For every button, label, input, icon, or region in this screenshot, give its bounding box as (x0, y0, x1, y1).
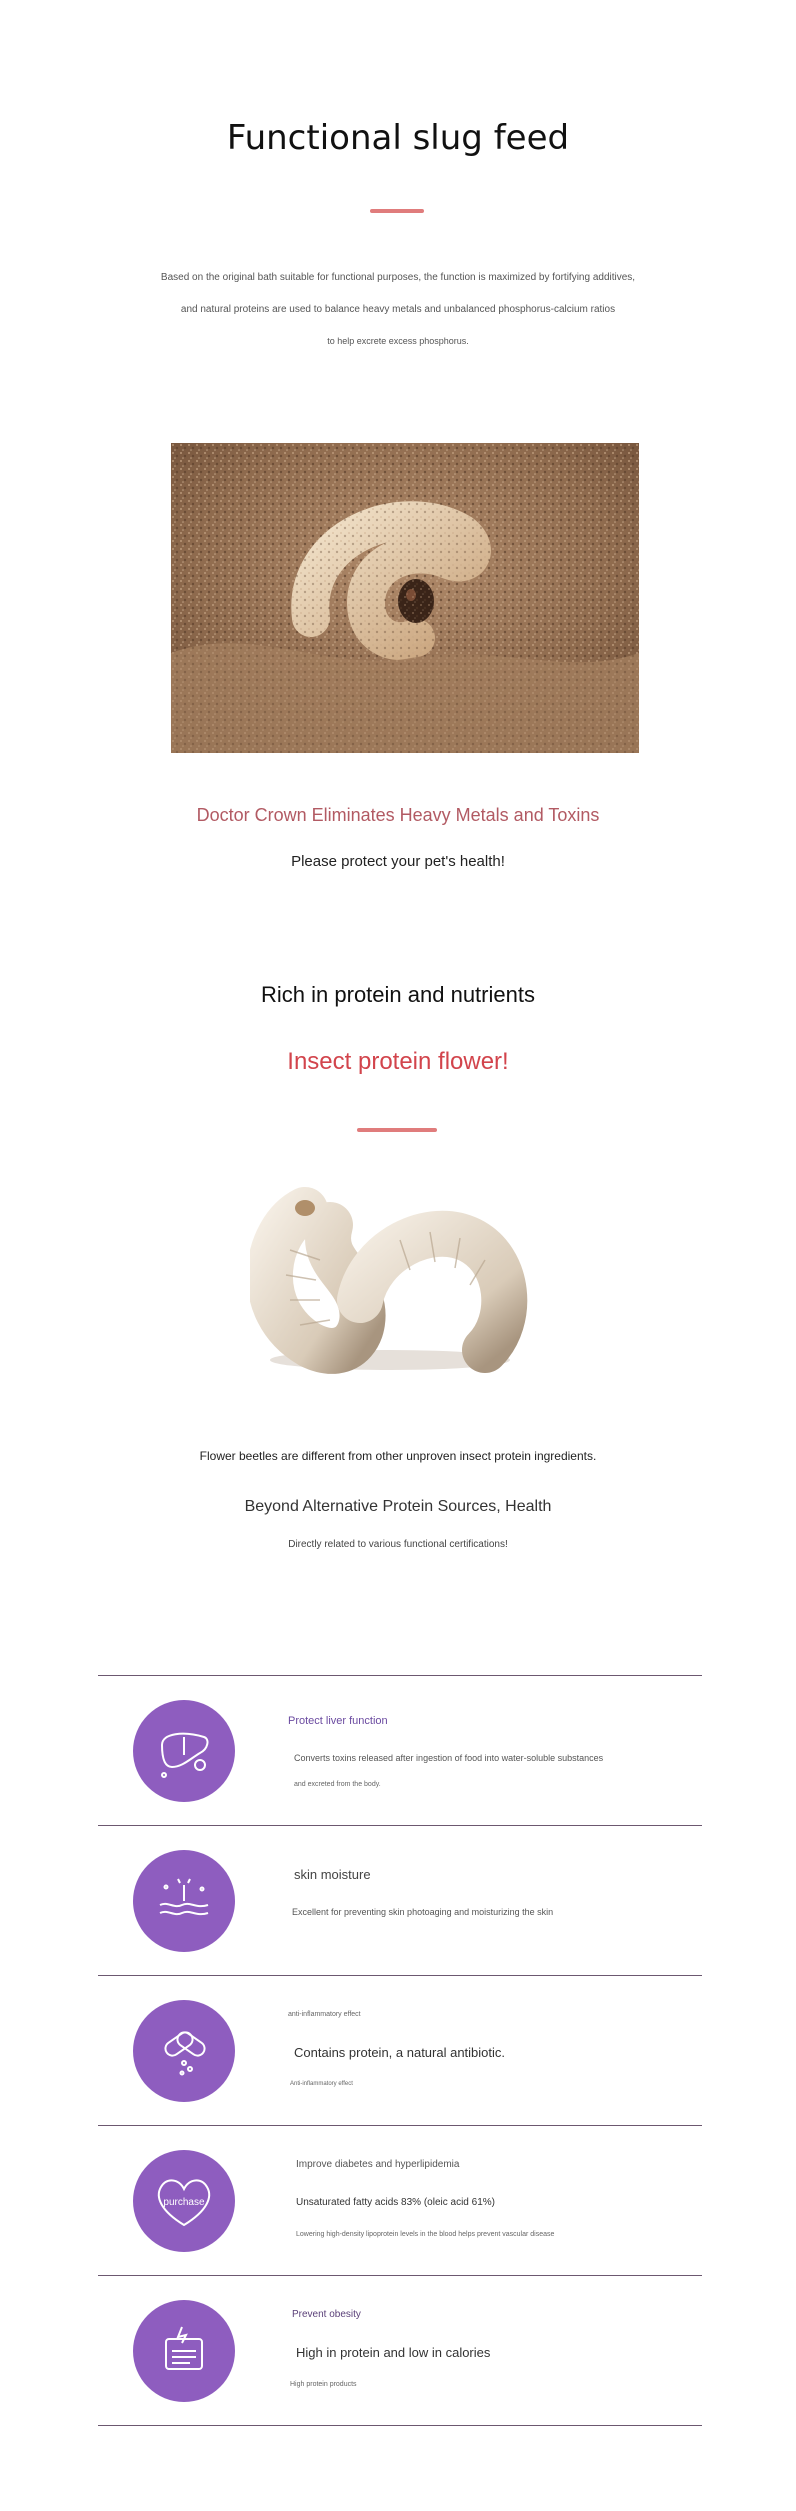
calorie-icon (133, 2300, 235, 2402)
section-title: Rich in protein and nutrients (261, 982, 535, 1007)
small-note: Directly related to various functional certifications! (288, 1539, 508, 1550)
feature-list (98, 1675, 702, 2435)
feature-text: Contains protein, a natural antibiotic. (294, 2045, 506, 2060)
intro-line: to help excrete excess phosphorus. (327, 336, 469, 346)
feature-row (98, 1675, 702, 1825)
feature-text: High protein products (290, 2381, 357, 2388)
larvae-photo (250, 1180, 530, 1380)
feature-text: High in protein and low in calories (296, 2345, 491, 2360)
intro-line: and natural proteins are used to balance heavy metals and unbalanced phosphorus-calcium ratios (180, 304, 616, 315)
divider (98, 2275, 702, 2276)
capsule-icon (133, 2000, 235, 2102)
feature-row (98, 2125, 702, 2275)
highlight-title: Insect protein flower! (287, 1048, 509, 1075)
heart-icon-label: purchase (163, 2197, 205, 2208)
accent-divider (370, 209, 424, 213)
larva-in-soil-photo (171, 443, 639, 753)
feature-row (98, 2275, 702, 2425)
description: Flower beetles are different from other unproven insect protein ingredients. (199, 1449, 597, 1463)
divider (98, 1675, 702, 1676)
feature-heading: Protect liver function (288, 1715, 388, 1727)
divider (98, 2425, 702, 2426)
feature-heading: Prevent obesity (292, 2309, 361, 2320)
divider (98, 1975, 702, 1976)
feature-row (98, 1975, 702, 2125)
section-subtitle: Beyond Alternative Protein Sources, Health (244, 1498, 552, 1515)
tagline: Please protect your pet's health! (291, 853, 505, 870)
intro-line: Based on the original bath suitable for functional purposes, the function is maximized by fortifying additives, (160, 272, 636, 283)
divider (98, 2125, 702, 2126)
section-subtitle: Doctor Crown Eliminates Heavy Metals and Toxins (196, 805, 600, 825)
feature-row (98, 1825, 702, 1975)
heart-icon (133, 2150, 235, 2252)
feature-heading: Improve diabetes and hyperlipidemia (296, 2159, 460, 2170)
feature-text: Lowering high-density lipoprotein levels in the blood helps prevent vascular disease (296, 2231, 555, 2238)
feature-text: and excreted from the body. (294, 1781, 381, 1788)
feature-text: Unsaturated fatty acids 83% (oleic acid 61%) (296, 2197, 495, 2208)
feature-heading: skin moisture (294, 1867, 371, 1882)
skin-icon (133, 1850, 235, 1952)
feature-text: Converts toxins released after ingestion of food into water-soluble substances (294, 1753, 604, 1763)
accent-divider (357, 1128, 437, 1132)
feature-text: Anti-inflammatory effect (290, 2081, 353, 2087)
page-title: Functional slug feed (226, 118, 570, 158)
feature-text: Excellent for preventing skin photoaging and moisturizing the skin (292, 1907, 554, 1917)
divider (98, 1825, 702, 1826)
feature-heading: anti-inflammatory effect (288, 2011, 361, 2018)
liver-icon (133, 1700, 235, 1802)
